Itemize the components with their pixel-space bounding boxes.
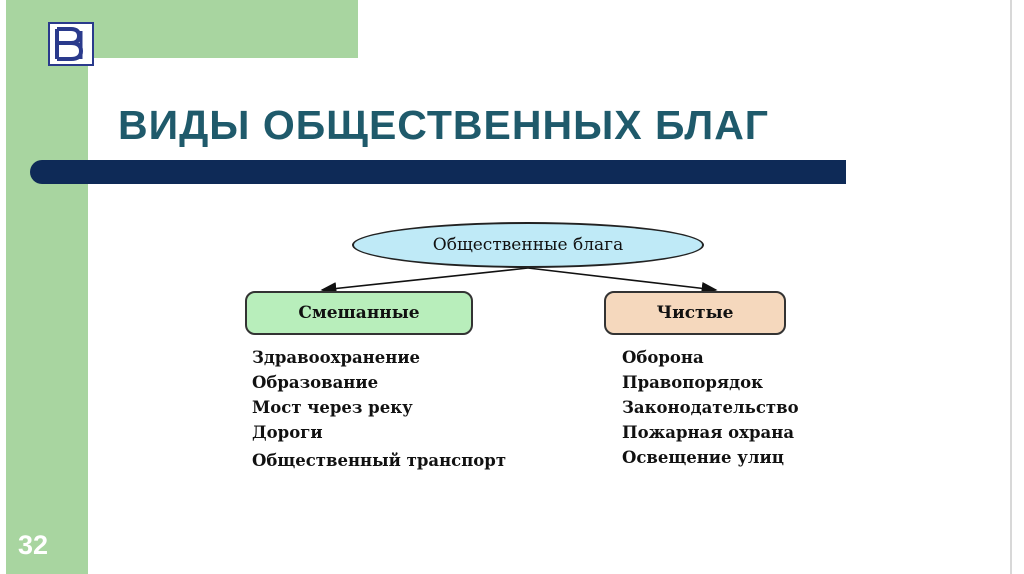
branch-pure: Чистые [604,291,786,335]
root-node: Общественные блага [352,222,704,268]
pure-goods-list [622,345,799,470]
list-item: Пожарная охрана [622,423,795,442]
list-item: Мост через реку [252,398,413,417]
list-item: Освещение улиц [622,448,784,467]
slide-number: 32 [18,530,49,560]
list-item: Здравоохранение [252,348,421,367]
list-item: Правопорядок [622,373,764,392]
arrow-to-mixed [322,268,528,290]
page-title: ВИДЫ ОБЩЕСТВЕННЫХ БЛАГ [118,102,770,148]
list-item: Оборона [622,348,704,367]
branch-mixed: Смешанные [245,291,473,335]
mixed-goods-list [252,345,506,473]
list-item: Образование [252,373,379,392]
arrow-to-pure [528,268,716,290]
list-item: Законодательство [622,398,799,417]
list-item: Общественный транспорт [252,451,507,470]
list-item: Дороги [252,423,323,442]
